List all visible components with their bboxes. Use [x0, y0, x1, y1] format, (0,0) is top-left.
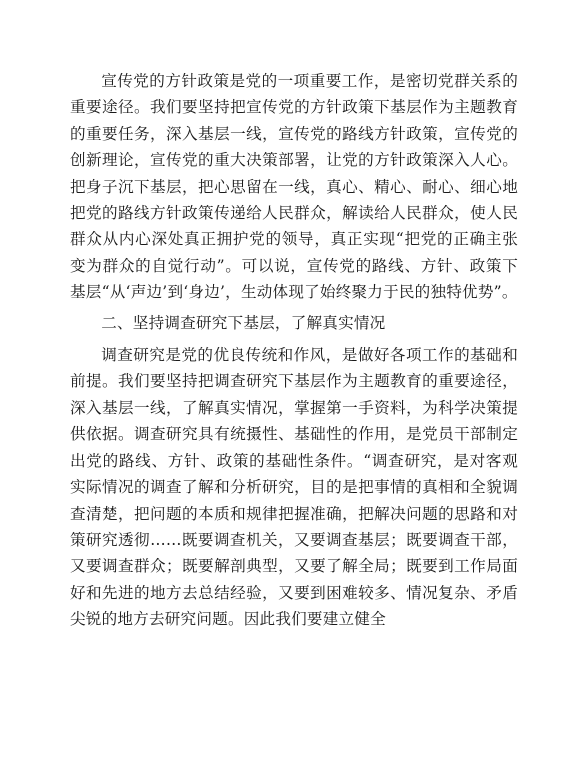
paragraph-investigation: 调查研究是党的优良传统和作风，是做好各项工作的基础和前提。我们要坚持把调查研究下基层作为主题教育的重要途径，深入基层一线，了解真实情况，掌握第一手资料，为科学决策提供依据。调查研究具有统摄性、基础性的作用，是党员干部制定出党的路线、方针、政策的基础性条件。“调查研究，是对客观实际情况的调查了解和分析研究，目的是把事情的真相和全貌调查清楚，把问题的本质和规律把握准确，把解决问题的思路和对策研究透彻……既要调查机关，又要调查基层；既要调查干部，又要调查群众；既要解剖典型，又要了解全局；既要到工作局面好和先进的地方去总结经验，又要到困难较多、情况复杂、矛盾尖锐的地方去研究问题。因此我们要建立健全 — [70, 346, 518, 629]
document-body — [70, 68, 518, 636]
paragraph-propaganda: 宣传党的方针政策是党的一项重要工作，是密切党群关系的重要途径。我们要坚持把宣传党的方针政策下基层作为主题教育的重要任务，深入基层一线，宣传党的路线方针政策，宣传党的创新理论，宣传党的重大决策部署，让党的方针政策深入人心。把身子沉下基层，把心思留在一线，真心、精心、耐心、细心地把党的路线方针政策传递给人民群众，解读给人民群众，使人民群众从内心深处真正拥护党的领导，真正实现“把党的正确主张变为群众的自觉行动”。可以说，宣传党的路线、方针、政策下基层“从‘声边’到‘身边’，生动体现了始终聚力于民的独特优势”。 — [70, 72, 518, 302]
section-heading: 二、坚持调查研究下基层，了解真实情况 — [101, 313, 386, 332]
